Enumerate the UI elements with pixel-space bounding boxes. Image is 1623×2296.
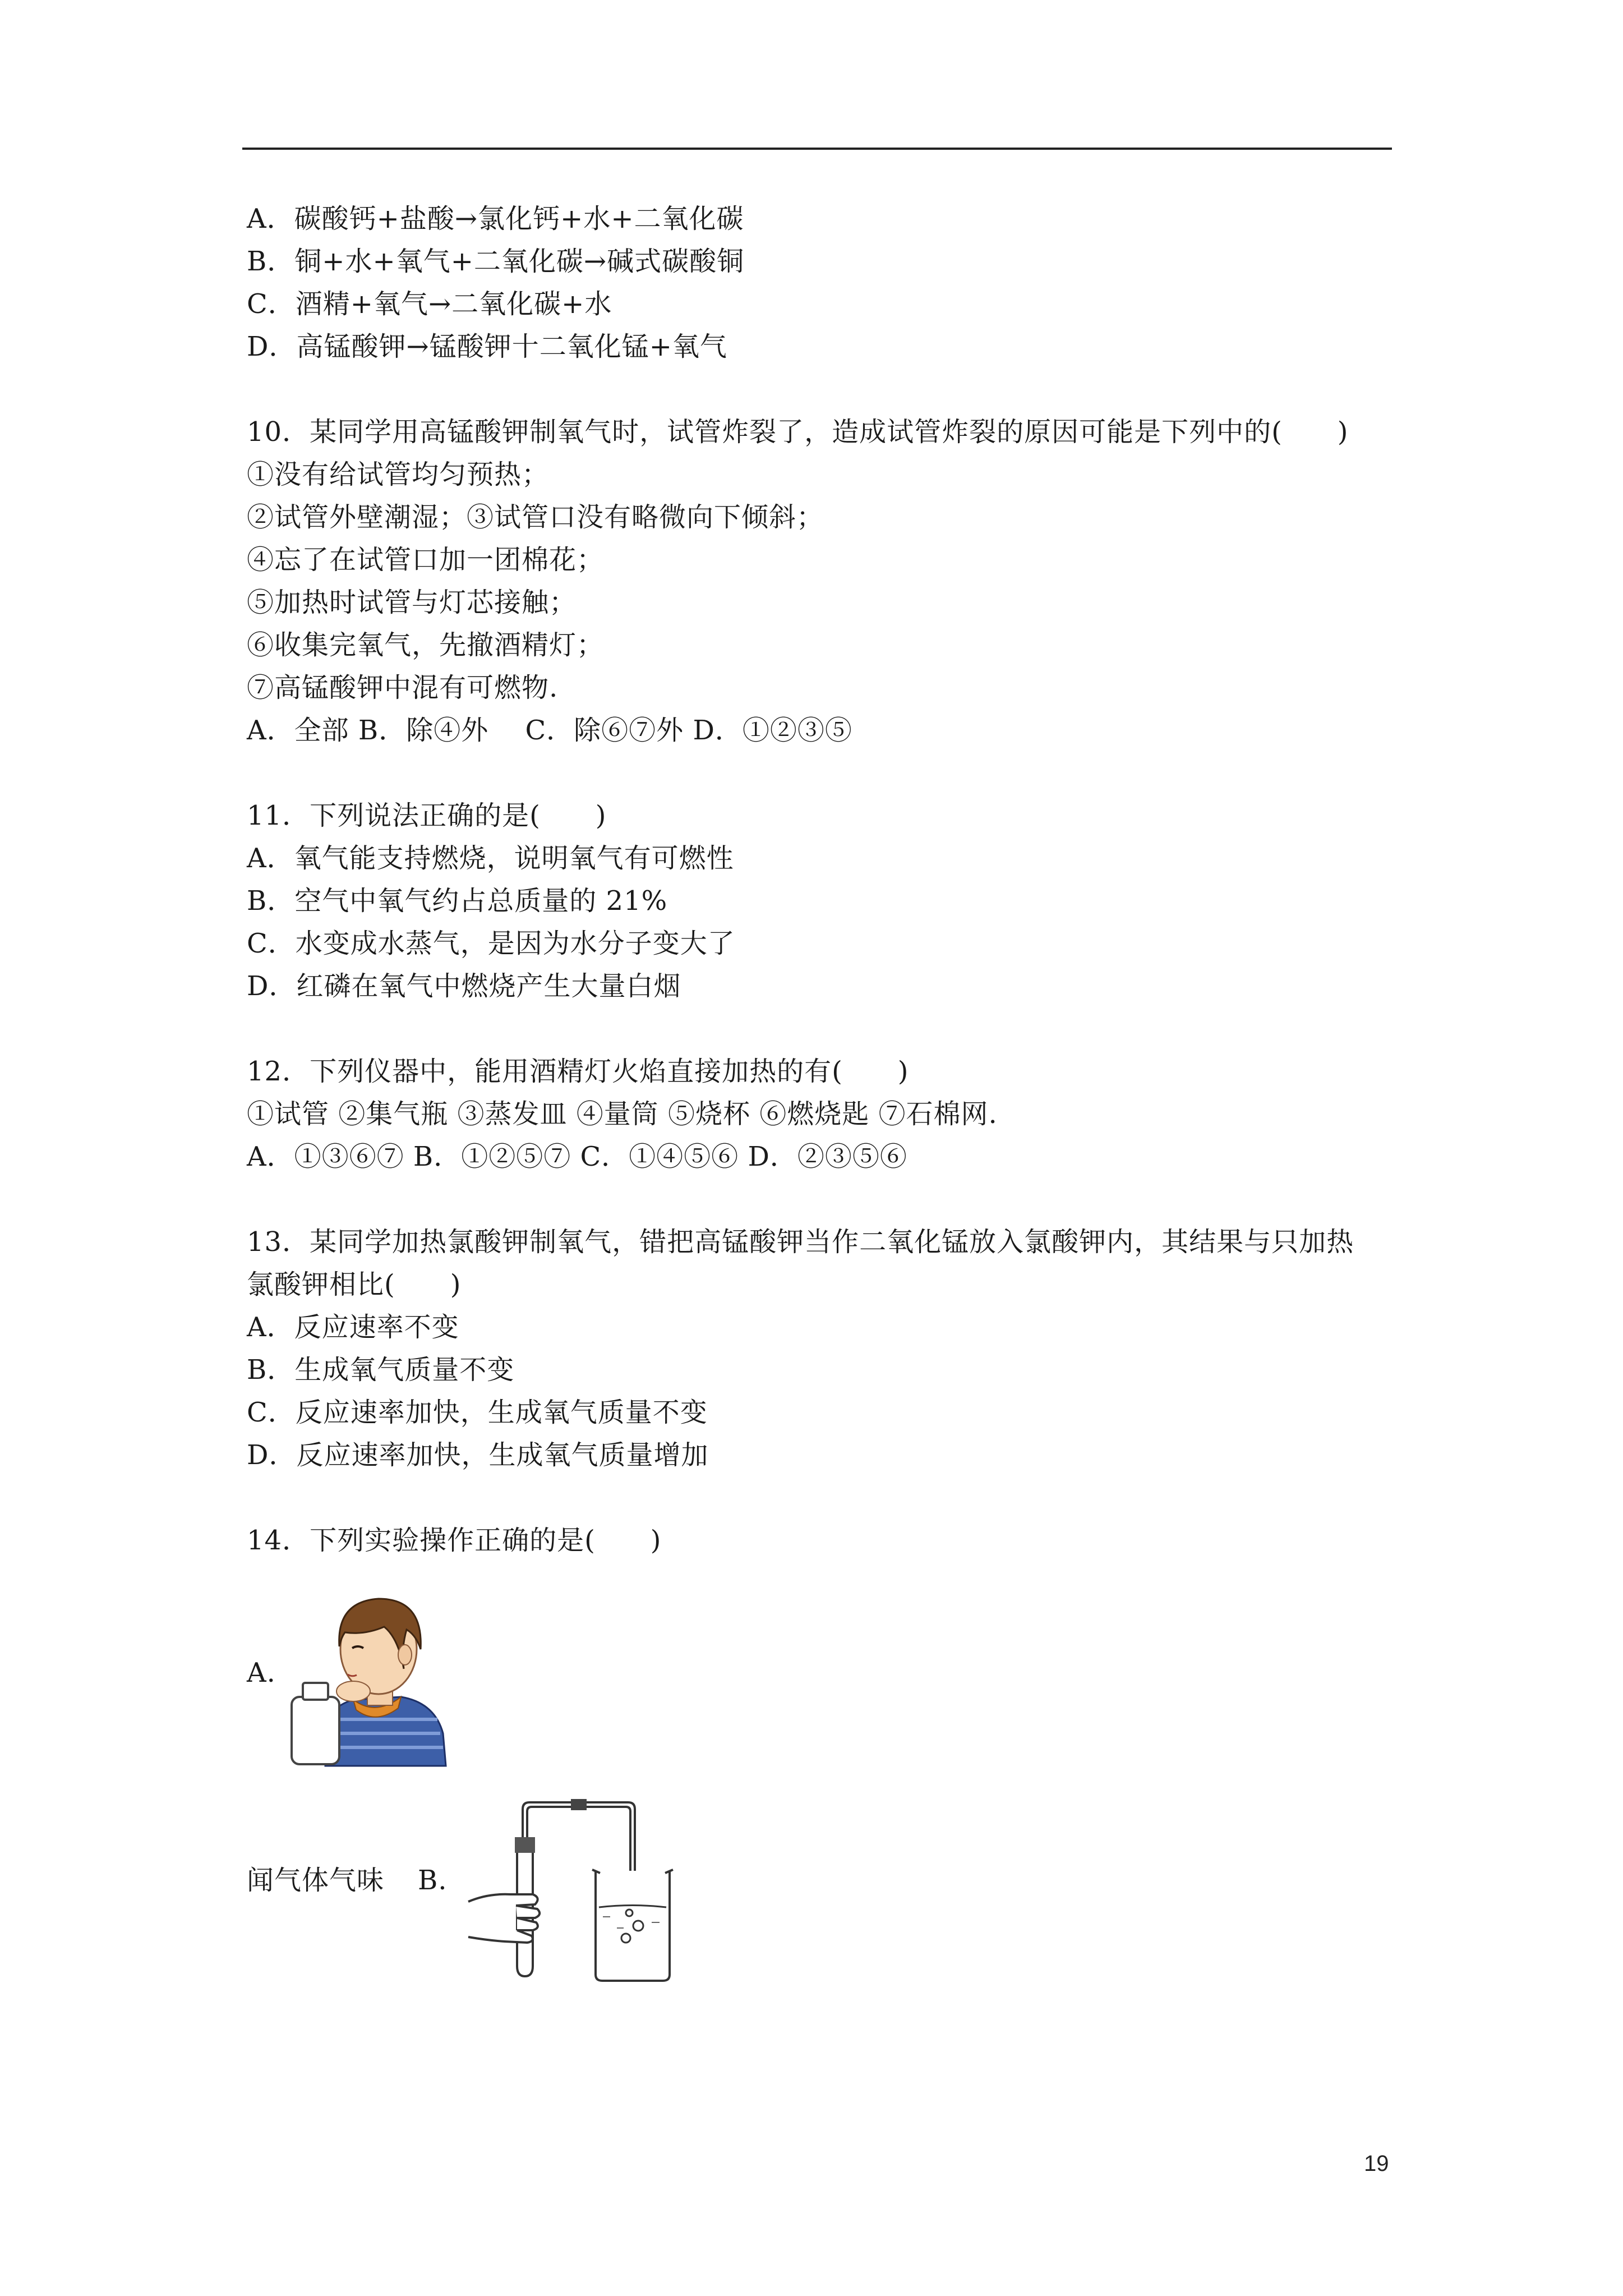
q13-stem-line1: 13．某同学加热氯酸钾制氧气，错把高锰酸钾当作二氧化锰放入氯酸钾内，其结果与只加热 [247, 1226, 1354, 1258]
page-number: 19 [1364, 2151, 1389, 2176]
q12-items: ①试管 ②集气瓶 ③蒸发皿 ④量筒 ⑤烧杯 ⑥燃烧匙 ⑦石棉网. [247, 1098, 998, 1130]
q10-options: A．全部 B．除④外 C．除⑥⑦外 D．①②③⑤ [247, 715, 852, 746]
q13-option-d: D．反应速率加快，生成氧气质量增加 [247, 1439, 709, 1471]
q14-stem: 14．下列实验操作正确的是( ) [247, 1525, 662, 1556]
q9-option-c: C．酒精+氧气→二氧化碳+水 [247, 288, 612, 320]
q12-options: A．①③⑥⑦ B．①②⑤⑦ C．①④⑤⑥ D．②③⑤⑥ [247, 1141, 907, 1172]
q13-option-a: A．反应速率不变 [247, 1312, 459, 1343]
q10-item: ⑤加热时试管与灯芯接触； [247, 587, 577, 618]
q10-item: ②试管外壁潮湿；③试管口没有略微向下倾斜； [247, 501, 824, 533]
q10-stem: 10．某同学用高锰酸钾制氧气时，试管炸裂了，造成试管炸裂的原因可能是下列中的( ) [247, 416, 1349, 448]
q10-item: ①没有给试管均匀预热； [247, 459, 550, 490]
q10-item: ⑦高锰酸钾中混有可燃物. [247, 672, 559, 703]
q11-option-c: C．水变成水蒸气，是因为水分子变大了 [247, 928, 735, 959]
q9-option-a: A．碳酸钙+盐酸→氯化钙+水+二氧化碳 [247, 203, 744, 234]
q11-option-b: B．空气中氧气约占总质量的 21% [247, 885, 668, 917]
q10-item: ⑥收集完氧气，先撤酒精灯； [247, 629, 605, 661]
airtightness-check-illustration [465, 1798, 690, 1983]
q11-option-d: D．红磷在氧气中燃烧产生大量白烟 [247, 970, 681, 1002]
q10-item: ④忘了在试管口加一团棉花； [247, 544, 605, 576]
q14-option-b-label: B. [418, 1865, 448, 1896]
q13-option-b: B．生成氧气质量不变 [247, 1354, 515, 1386]
q13-option-c: C．反应速率加快，生成氧气质量不变 [247, 1397, 708, 1428]
q11-option-a: A．氧气能支持燃烧，说明氧气有可燃性 [247, 843, 734, 874]
q9-option-d: D．高锰酸钾→锰酸钾十二氧化锰+氧气 [247, 331, 727, 362]
q12-stem: 12．下列仪器中，能用酒精灯火焰直接加热的有( ) [247, 1056, 909, 1087]
q14-option-a-label: A. [247, 1657, 276, 1688]
q14-option-a-caption: 闻气体气味 [247, 1865, 385, 1896]
q13-stem-line2: 氯酸钾相比( ) [247, 1269, 462, 1300]
smelling-gas-illustration [286, 1582, 449, 1767]
q9-option-b: B．铜+水+氧气+二氧化碳→碱式碳酸铜 [247, 246, 745, 277]
q11-stem: 11．下列说法正确的是( ) [247, 800, 607, 831]
header-rule [242, 148, 1392, 150]
